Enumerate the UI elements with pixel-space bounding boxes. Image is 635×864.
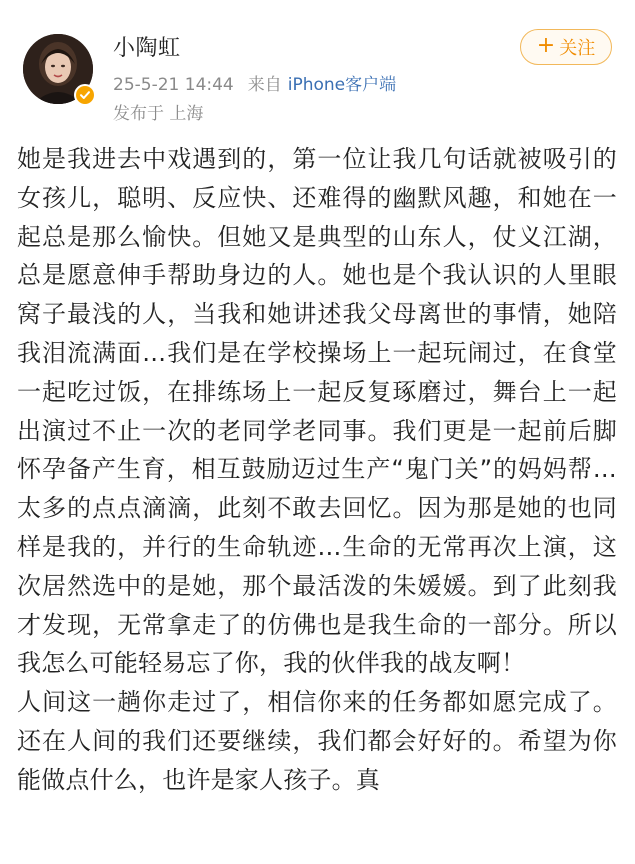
post-timestamp: 25-5-21 14:44 <box>113 75 234 95</box>
post-meta <box>113 70 396 95</box>
author-name[interactable]: 小陶虹 <box>113 36 181 61</box>
post-paragraph: 她是我进去中戏遇到的，第一位让我几句话就被吸引的女孩儿，聪明、反应快、还难得的幽默风趣，和她在一起总是那么愉快。但她又是典型的山东人，仗义江湖，总是愿意伸手帮助身边的人。她也是个我认识的人里眼窝子最浅的人，当我和她讲述我父母离世的事情，她陪我泪流满面…我们是在学校操场上一起玩闹过，在食堂一起吃过饭，在排练场上一起反复琢磨过，舞台上一起出演过不止一次的老同学老同事。我们更是一起前后脚怀孕备产生育，相互鼓励迈过生产“鬼门关”的妈妈帮…太多的点点滴滴，此刻不敢去回忆。因为那是她的也同样是我的，并行的生命轨迹…生命的无常再次上演，这次居然选中的是她，那个最活泼的朱媛媛。到了此刻我才发现，无常拿走了的仿佛也是我生命的一部分。所以我怎么可能轻易忘了你，我的伙伴我的战友啊！ <box>17 145 617 678</box>
follow-button[interactable] <box>520 29 612 65</box>
verified-badge-icon <box>74 84 96 106</box>
post-body <box>17 140 617 800</box>
post-source-prefix: 来自 <box>247 75 282 95</box>
follow-button-label: 关注 <box>559 38 596 59</box>
plus-icon: + <box>536 33 556 58</box>
post-source-link[interactable]: iPhone客户端 <box>287 75 397 95</box>
post-paragraph: 人间这一趟你走过了，相信你来的任务都如愿完成了。还在人间的我们还要继续，我们都会好好的。希望为你能做点什么，也许是家人孩子。真 <box>17 688 617 794</box>
post-location: 发布于 上海 <box>113 104 204 124</box>
